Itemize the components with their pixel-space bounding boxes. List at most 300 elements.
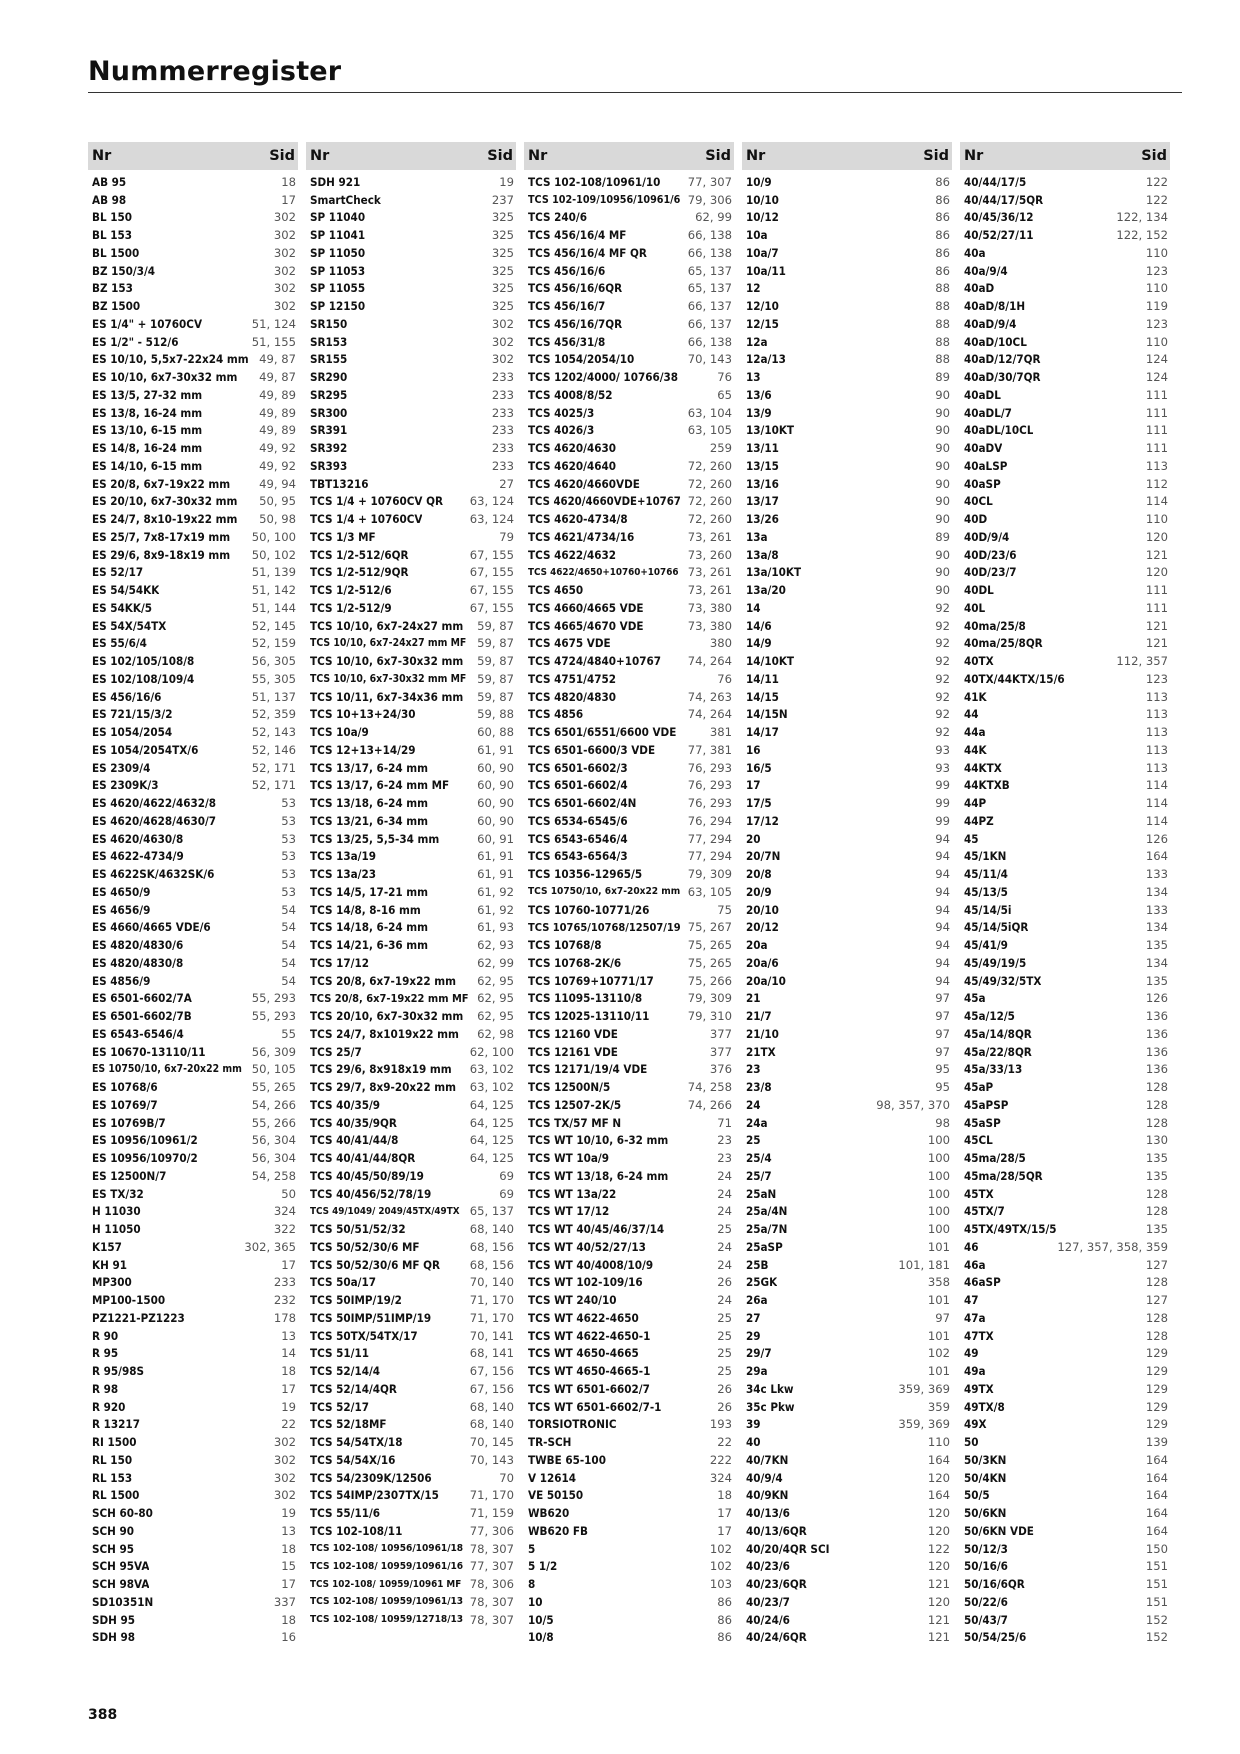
entry-page: 92 (935, 671, 950, 686)
index-entry (306, 1185, 516, 1203)
entry-page: 325 (491, 245, 514, 260)
index-entry (742, 173, 952, 191)
entry-number: 29a (746, 1364, 768, 1379)
index-entry (88, 759, 298, 777)
index-entry (960, 510, 1170, 528)
index-column (742, 142, 952, 1646)
entry-number: ES 4820/4830/8 (92, 955, 184, 970)
entry-number: TCS 456/16/7 (528, 299, 606, 314)
entry-page: 100 (927, 1186, 950, 1201)
index-entry (960, 1345, 1170, 1363)
index-entry (742, 226, 952, 244)
index-entry (960, 972, 1170, 990)
index-entry (306, 812, 516, 830)
entry-page: 68, 156 (469, 1257, 514, 1272)
index-entry (742, 883, 952, 901)
entry-page: 325 (491, 281, 514, 296)
entry-number: 20/9 (746, 884, 772, 899)
entry-number: 40/24/6QR (746, 1630, 807, 1645)
index-entry (88, 244, 298, 262)
entry-number: 45/13/5 (964, 884, 1008, 899)
entry-page: 119 (1145, 299, 1168, 314)
entry-number: TCS WT 10/10, 6-32 mm (528, 1133, 669, 1148)
entry-page: 93 (935, 760, 950, 775)
entry-page: 76, 293 (687, 796, 732, 811)
entry-page: 72, 260 (687, 458, 732, 473)
entry-number: TCS 4620/4640 (528, 458, 616, 473)
entry-page: 50, 100 (251, 529, 296, 544)
entry-page: 67, 156 (469, 1364, 514, 1379)
entry-page: 139 (1145, 1435, 1168, 1450)
entry-number: TCS 10/10, 6x7-24x27 mm MF (310, 637, 467, 650)
entry-number: 10/12 (746, 210, 779, 225)
entry-page: 86 (935, 263, 950, 278)
index-entry (88, 1274, 298, 1292)
entry-page: 120 (1145, 565, 1168, 580)
entry-page: 72, 260 (687, 512, 732, 527)
entry-number: BZ 153 (92, 281, 133, 296)
index-entry (960, 848, 1170, 866)
index-entry (960, 1575, 1170, 1593)
entry-page: 71, 170 (469, 1488, 514, 1503)
index-entry (306, 1149, 516, 1167)
index-entry (524, 244, 734, 262)
entry-number: 10/10 (746, 192, 779, 207)
entry-number: RL 153 (92, 1470, 133, 1485)
entry-number: 40TX/44KTX/15/6 (964, 671, 1065, 686)
entry-page: 19 (281, 1399, 296, 1414)
entry-page: 136 (1145, 1026, 1168, 1041)
entry-number: TCS 12507-2K/5 (528, 1097, 622, 1112)
entry-number: TCS 4650 (528, 583, 584, 598)
entry-page: 151 (1145, 1594, 1168, 1609)
entry-page: 111 (1145, 600, 1168, 615)
entry-number: TCS 10760-10771/26 (528, 902, 650, 917)
entry-number: TCS 6534-6545/6 (528, 813, 628, 828)
index-entry (960, 812, 1170, 830)
entry-number: 39 (746, 1417, 761, 1432)
entry-number: BL 153 (92, 228, 132, 243)
entry-number: SR300 (310, 405, 348, 420)
index-entry (306, 493, 516, 511)
entry-page: 152 (1145, 1612, 1168, 1627)
header-nr: Nr (528, 148, 548, 164)
entry-number: V 12614 (528, 1470, 576, 1485)
index-entry (742, 1167, 952, 1185)
entry-number: 45a (964, 991, 986, 1006)
entry-number: TCS 1/4 + 10760CV QR (310, 494, 443, 509)
entry-page: 302 (273, 210, 296, 225)
index-entry (306, 404, 516, 422)
entry-number: TCS 456/16/7QR (528, 316, 623, 331)
index-entry (960, 1469, 1170, 1487)
entry-page: 64, 125 (469, 1133, 514, 1148)
entry-number: ES 12500N/7 (92, 1168, 167, 1183)
entry-number: ES 10768/6 (92, 1080, 158, 1095)
entry-number: VE 50150 (528, 1488, 584, 1503)
entry-page: 55, 293 (251, 991, 296, 1006)
index-entry (88, 936, 298, 954)
index-entry (524, 848, 734, 866)
entry-number: TCS 51/11 (310, 1346, 369, 1361)
entry-page: 135 (1145, 1168, 1168, 1183)
entry-page: 62, 99 (477, 955, 514, 970)
entry-number: 20/8 (746, 867, 772, 882)
entry-number: 27 (746, 1310, 761, 1325)
entry-page: 99 (935, 796, 950, 811)
entry-page: 90 (935, 494, 950, 509)
entry-page: 325 (491, 299, 514, 314)
header-nr: Nr (746, 148, 766, 164)
entry-page: 93 (935, 742, 950, 757)
entry-page: 103 (709, 1577, 732, 1592)
entry-number: 45aPSP (964, 1097, 1009, 1112)
entry-page: 302 (273, 1488, 296, 1503)
index-entry (88, 1362, 298, 1380)
entry-number: TCS 12171/19/4 VDE (528, 1062, 648, 1077)
index-entry (742, 759, 952, 777)
index-entry (742, 635, 952, 653)
entry-number: TCS 52/14/4QR (310, 1381, 397, 1396)
entry-number: TCS 10356-12965/5 (528, 867, 643, 882)
entry-page: 135 (1145, 938, 1168, 953)
entry-page: 133 (1145, 867, 1168, 882)
entry-page: 70, 140 (469, 1275, 514, 1290)
header-sid: Sid (487, 148, 513, 164)
index-entry (524, 1629, 734, 1647)
entry-number: TCS 1/2-512/9 (310, 600, 392, 615)
index-entry (742, 706, 952, 724)
index-entry (742, 1362, 952, 1380)
entry-page: 135 (1145, 973, 1168, 988)
entry-number: TCS 6501/6551/6600 VDE (528, 725, 677, 740)
index-entry (960, 830, 1170, 848)
entry-number: ES 4620/4622/4632/8 (92, 796, 217, 811)
entry-page: 54, 266 (251, 1097, 296, 1112)
index-entry (306, 1327, 516, 1345)
entry-number: ES 13/8, 16-24 mm (92, 405, 203, 420)
entry-page: 134 (1145, 920, 1168, 935)
entry-number: ES 14/8, 16-24 mm (92, 441, 203, 456)
entry-number: 50/5 (964, 1488, 990, 1503)
entry-page: 53 (281, 867, 296, 882)
entry-page: 127, 357, 358, 359 (1057, 1239, 1168, 1254)
index-entry (524, 883, 734, 901)
entry-number: TCS 50a/17 (310, 1275, 377, 1290)
index-entry (742, 333, 952, 351)
index-entry (306, 1433, 516, 1451)
entry-number: TCS 4025/3 (528, 405, 595, 420)
entry-page: 50, 95 (259, 494, 296, 509)
entry-number: TORSIOTRONIC (528, 1417, 617, 1432)
index-entry (88, 1220, 298, 1238)
index-entry (524, 475, 734, 493)
entry-page: 63, 104 (687, 405, 732, 420)
index-entry (742, 209, 952, 227)
entry-number: ES 10769/7 (92, 1097, 158, 1112)
index-entry (306, 457, 516, 475)
index-entry (742, 777, 952, 795)
index-entry (742, 1593, 952, 1611)
entry-number: 40/44/17/5QR (964, 192, 1044, 207)
entry-page: 23 (717, 1133, 732, 1148)
entry-page: 17 (281, 1577, 296, 1592)
index-entry (88, 191, 298, 209)
index-entry (88, 422, 298, 440)
entry-number: TCS WT 6501-6602/7-1 (528, 1399, 662, 1414)
index-entry (524, 1398, 734, 1416)
entry-number: TCS 102-108/ 10959/12718/13 (310, 1614, 464, 1626)
entry-page: 73, 260 (687, 547, 732, 562)
entry-page: 26 (717, 1381, 732, 1396)
entry-number: TCS 13/17, 6-24 mm MF (310, 778, 450, 793)
entry-number: 40ma/25/8 (964, 618, 1026, 633)
entry-number: TCS 6501-6602/3 (528, 760, 628, 775)
index-entry (742, 457, 952, 475)
entry-number: 40/9/4 (746, 1470, 783, 1485)
entry-number: 40/23/7 (746, 1594, 790, 1609)
index-entry (960, 599, 1170, 617)
index-entry (88, 1522, 298, 1540)
index-entry (524, 351, 734, 369)
index-entry (524, 1220, 734, 1238)
index-entry (88, 262, 298, 280)
index-entry (524, 1451, 734, 1469)
index-entry (306, 1025, 516, 1043)
entry-number: SR295 (310, 387, 348, 402)
entry-page: 63, 102 (469, 1080, 514, 1095)
entry-number: 49TX/8 (964, 1399, 1005, 1414)
entry-number: 40D/23/7 (964, 565, 1017, 580)
index-entry (306, 297, 516, 315)
entry-number: 44a (964, 725, 986, 740)
entry-page: 164 (927, 1488, 950, 1503)
entry-number: SCH 95 (92, 1541, 135, 1556)
entry-page: 62, 99 (695, 210, 732, 225)
entry-page: 49, 92 (259, 441, 296, 456)
index-entry (306, 546, 516, 564)
index-entry (742, 919, 952, 937)
entry-number: 40/20/4QR SCI (746, 1541, 830, 1556)
entry-number: TCS 14/21, 6-36 mm (310, 938, 429, 953)
entry-page: 69 (499, 1168, 514, 1183)
entry-number: 45/49/19/5 (964, 955, 1027, 970)
index-entry (960, 209, 1170, 227)
entry-page: 150 (1145, 1541, 1168, 1556)
entry-page: 111 (1145, 387, 1168, 402)
index-entry (960, 1522, 1170, 1540)
entry-page: 337 (273, 1594, 296, 1609)
entry-page: 56, 305 (251, 654, 296, 669)
index-entry (88, 1416, 298, 1434)
entry-number: TCS 10750/10, 6x7-20x22 mm (528, 886, 681, 898)
entry-page: 302 (491, 316, 514, 331)
index-entry (88, 635, 298, 653)
entry-number: 40/13/6 (746, 1506, 790, 1521)
entry-page: 123 (1145, 671, 1168, 686)
index-entry (742, 865, 952, 883)
index-entry (306, 1291, 516, 1309)
entry-page: 222 (709, 1452, 732, 1467)
entry-number: SP 12150 (310, 299, 366, 314)
index-entry (306, 1345, 516, 1363)
entry-page: 67, 155 (469, 565, 514, 580)
entry-page: 110 (1145, 334, 1168, 349)
entry-number: ES 4820/4830/6 (92, 938, 184, 953)
entry-number: BL 150 (92, 210, 132, 225)
entry-page: 94 (935, 973, 950, 988)
index-entry (524, 759, 734, 777)
entry-number: ES 10750/10, 6x7-20x22 mm (92, 1063, 242, 1076)
index-entry (742, 244, 952, 262)
index-entry (524, 1114, 734, 1132)
index-entry (960, 741, 1170, 759)
index-entry (742, 812, 952, 830)
entry-page: 77, 307 (687, 174, 732, 189)
entry-page: 100 (927, 1204, 950, 1219)
index-entry (524, 262, 734, 280)
index-entry (524, 812, 734, 830)
index-entry (742, 315, 952, 333)
entry-number: 10/5 (528, 1612, 554, 1627)
index-entry (306, 262, 516, 280)
entry-number: ES 4620/4628/4630/7 (92, 813, 217, 828)
index-entry (524, 1043, 734, 1061)
index-entry (524, 1078, 734, 1096)
entry-number: SmartCheck (310, 192, 381, 207)
entry-page: 22 (281, 1417, 296, 1432)
entry-number: 40CL (964, 494, 993, 509)
entry-number: TCS 10/10, 6x7-30x32 mm (310, 654, 464, 669)
index-entry (306, 1451, 516, 1469)
entry-number: TCS 4620/4660VDE (528, 476, 640, 491)
entry-page: 16 (281, 1630, 296, 1645)
index-entry (742, 262, 952, 280)
index-entry (524, 209, 734, 227)
entry-number: ES 29/6, 8x9-18x19 mm (92, 547, 231, 562)
index-entry (306, 1380, 516, 1398)
entry-number: 49 (964, 1346, 979, 1361)
entry-number: ES 20/10, 6x7-30x32 mm (92, 494, 238, 509)
index-entry (88, 226, 298, 244)
entry-page: 64, 125 (469, 1097, 514, 1112)
index-entry (524, 1504, 734, 1522)
entry-number: 40aD/10CL (964, 334, 1027, 349)
index-entry (742, 741, 952, 759)
index-entry (524, 919, 734, 937)
entry-number: TCS 456/16/4 MF QR (528, 245, 647, 260)
index-entry (88, 1540, 298, 1558)
entry-page: 135 (1145, 1222, 1168, 1237)
entry-number: ES 2309K/3 (92, 778, 159, 793)
entry-number: 20a/6 (746, 955, 779, 970)
index-entry (960, 635, 1170, 653)
entry-number: 50/22/6 (964, 1594, 1008, 1609)
title-rule (88, 92, 1182, 93)
entry-number: 40/9KN (746, 1488, 789, 1503)
entry-page: 120 (1145, 529, 1168, 544)
entry-page: 74, 264 (687, 707, 732, 722)
entry-page: 233 (491, 405, 514, 420)
entry-number: AB 95 (92, 174, 127, 189)
entry-page: 55, 265 (251, 1080, 296, 1095)
entry-page: 121 (1145, 636, 1168, 651)
index-entry (524, 688, 734, 706)
entry-number: TCS 54/54TX/18 (310, 1435, 403, 1450)
entry-number: 34c Lkw (746, 1381, 794, 1396)
index-entry (306, 1238, 516, 1256)
entry-page: 17 (281, 192, 296, 207)
index-entry (88, 706, 298, 724)
entry-number: TCS 6543-6564/3 (528, 849, 628, 864)
entry-page: 122 (1145, 192, 1168, 207)
index-entry (742, 1274, 952, 1292)
index-entry (306, 1504, 516, 1522)
entry-number: TCS 10765/10768/12507/19 (528, 920, 681, 934)
index-entry (88, 848, 298, 866)
entry-page: 111 (1145, 405, 1168, 420)
entry-page: 120 (927, 1559, 950, 1574)
entry-page: 62, 93 (477, 938, 514, 953)
entry-page: 55, 293 (251, 1009, 296, 1024)
entry-page: 232 (273, 1293, 296, 1308)
entry-number: TCS 40/41/44/8 (310, 1133, 399, 1148)
entry-page: 18 (717, 1488, 732, 1503)
index-entry (524, 1025, 734, 1043)
entry-number: TCS 54IMP/2307TX/15 (310, 1488, 439, 1503)
entry-page: 74, 264 (687, 654, 732, 669)
index-entry (960, 1220, 1170, 1238)
index-entry (960, 1025, 1170, 1043)
index-entry (306, 1611, 516, 1629)
entry-page: 26 (717, 1399, 732, 1414)
entry-number: TCS 52/18MF (310, 1417, 387, 1432)
entry-page: 114 (1145, 796, 1168, 811)
entry-page: 90 (935, 476, 950, 491)
entry-page: 233 (273, 1275, 296, 1290)
index-entry (960, 191, 1170, 209)
entry-number: 13/26 (746, 512, 779, 527)
entry-number: TCS 50IMP/51IMP/19 (310, 1310, 432, 1325)
index-entry (524, 1291, 734, 1309)
entry-page: 358 (927, 1275, 950, 1290)
index-entry (88, 510, 298, 528)
entry-page: 26 (717, 1275, 732, 1290)
index-entry (742, 1078, 952, 1096)
index-entry (524, 1132, 734, 1150)
entry-number: TCS 1/2-512/9QR (310, 565, 409, 580)
entry-number: TCS 1054/2054/10 (528, 352, 635, 367)
entry-number: 50/6KN VDE (964, 1523, 1034, 1538)
entry-page: 49, 94 (259, 476, 296, 491)
entry-page: 325 (491, 263, 514, 278)
index-entry (524, 1238, 734, 1256)
entry-page: 114 (1145, 778, 1168, 793)
index-entry (306, 599, 516, 617)
index-entry (524, 741, 734, 759)
entry-number: H 11030 (92, 1204, 141, 1219)
entry-number: 12/15 (746, 316, 779, 331)
entry-page: 55, 266 (251, 1115, 296, 1130)
entry-number: TCS 50/52/30/6 MF (310, 1239, 420, 1254)
entry-number: TCS 20/8, 6x7-19x22 mm MF (310, 991, 469, 1005)
index-entry (960, 706, 1170, 724)
entry-number: TCS 102-108/ 10959/10961/13 (310, 1596, 464, 1608)
entry-number: 40/23/6QR (746, 1577, 807, 1592)
entry-number: ES 1054/2054TX/6 (92, 742, 199, 757)
index-entry (88, 564, 298, 582)
entry-page: 135 (1145, 1151, 1168, 1166)
